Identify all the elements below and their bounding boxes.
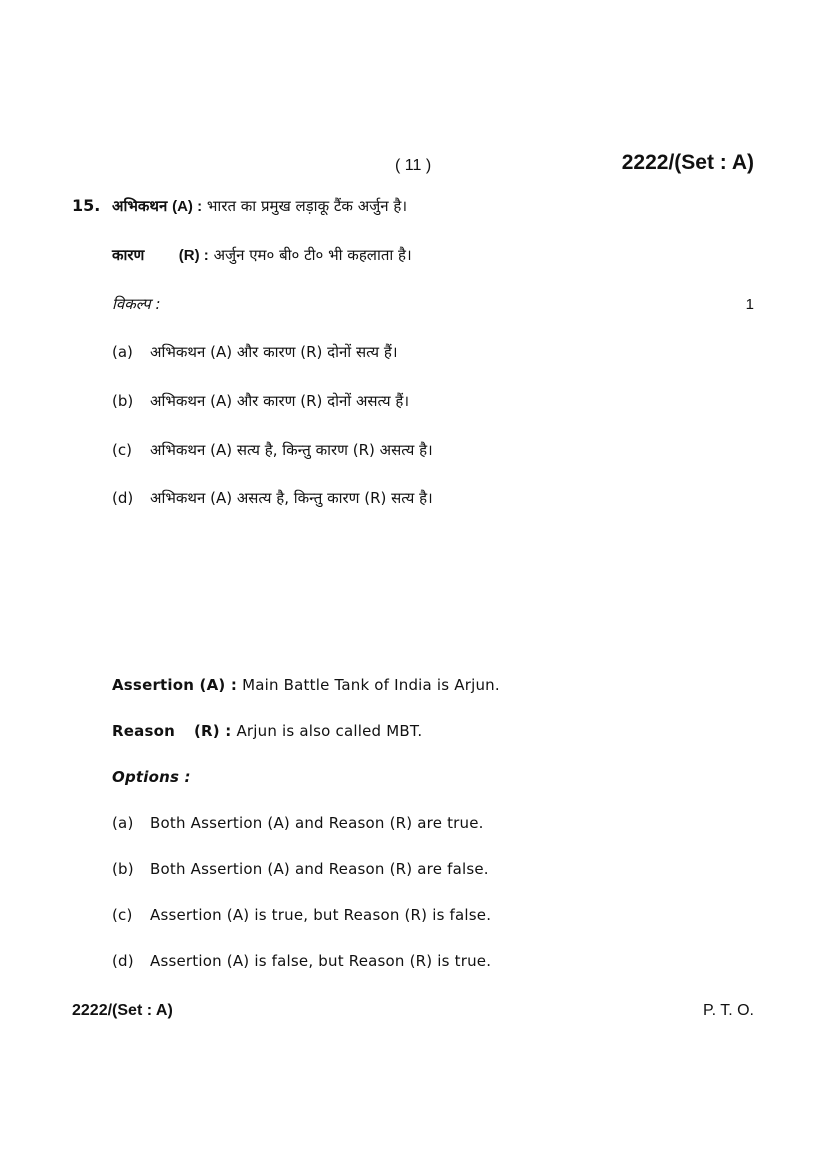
question-marks: 1: [745, 296, 754, 313]
hindi-reason-label: कारण: [112, 246, 145, 264]
english-reason-label: Reason: [112, 722, 175, 740]
english-option-c: [112, 906, 491, 924]
hindi-reason: [112, 245, 412, 265]
option-text: Assertion (A) is true, but Reason (R) is false.: [150, 906, 492, 924]
pto-label: P. T. O.: [703, 1002, 754, 1019]
english-reason: [112, 722, 422, 740]
option-letter: (c): [112, 906, 133, 924]
hindi-assertion-text: भारत का प्रमुख लड़ाकू टैंक अर्जुन है।: [206, 197, 408, 215]
english-options-label: Options :: [112, 768, 191, 786]
hindi-assertion-label: अभिकथन: [112, 197, 168, 215]
hindi-options-label: विकल्प :: [112, 295, 161, 313]
option-text: अभिकथन (A) असत्य है, किन्तु कारण (R) सत्य है।: [150, 489, 433, 507]
option-letter: (d): [112, 489, 134, 507]
english-option-d: [112, 952, 491, 970]
english-assertion-text: Main Battle Tank of India is Arjun.: [242, 676, 500, 694]
option-text: Both Assertion (A) and Reason (R) are true.: [150, 814, 484, 832]
option-letter: (c): [112, 441, 132, 459]
option-letter: (d): [112, 952, 134, 970]
hindi-option-c: [112, 440, 433, 460]
hindi-reason-tag: (R) :: [178, 247, 209, 264]
option-letter: (a): [112, 343, 133, 361]
page-number: ( 11 ): [395, 157, 432, 174]
english-option-a: [112, 814, 484, 832]
option-letter: (b): [112, 392, 134, 410]
english-reason-tag: (R) :: [194, 722, 232, 740]
english-option-b: [112, 860, 489, 878]
option-text: अभिकथन (A) और कारण (R) दोनों असत्य हैं।: [150, 392, 410, 410]
option-letter: (b): [112, 860, 134, 878]
hindi-option-b: [112, 391, 409, 411]
hindi-assertion-tag: (A) :: [172, 198, 203, 215]
hindi-reason-text: अर्जुन एम० बी० टी० भी कहलाता है।: [213, 246, 412, 264]
english-assertion: [112, 676, 500, 694]
english-assertion-label: Assertion (A) :: [112, 676, 238, 694]
hindi-assertion: [112, 196, 407, 216]
option-text: Both Assertion (A) and Reason (R) are false.: [150, 860, 489, 878]
english-reason-text: Arjun is also called MBT.: [236, 722, 423, 740]
hindi-option-a: [112, 342, 398, 362]
paper-code-footer: 2222/(Set : A): [72, 1002, 173, 1019]
option-text: अभिकथन (A) सत्य है, किन्तु कारण (R) असत्य है।: [150, 441, 433, 459]
hindi-option-d: [112, 488, 433, 508]
option-letter: (a): [112, 814, 134, 832]
option-text: Assertion (A) is false, but Reason (R) is true.: [150, 952, 492, 970]
paper-code-header: 2222/(Set : A): [621, 151, 754, 174]
question-number: 15.: [72, 196, 101, 215]
option-text: अभिकथन (A) और कारण (R) दोनों सत्य हैं।: [150, 343, 398, 361]
